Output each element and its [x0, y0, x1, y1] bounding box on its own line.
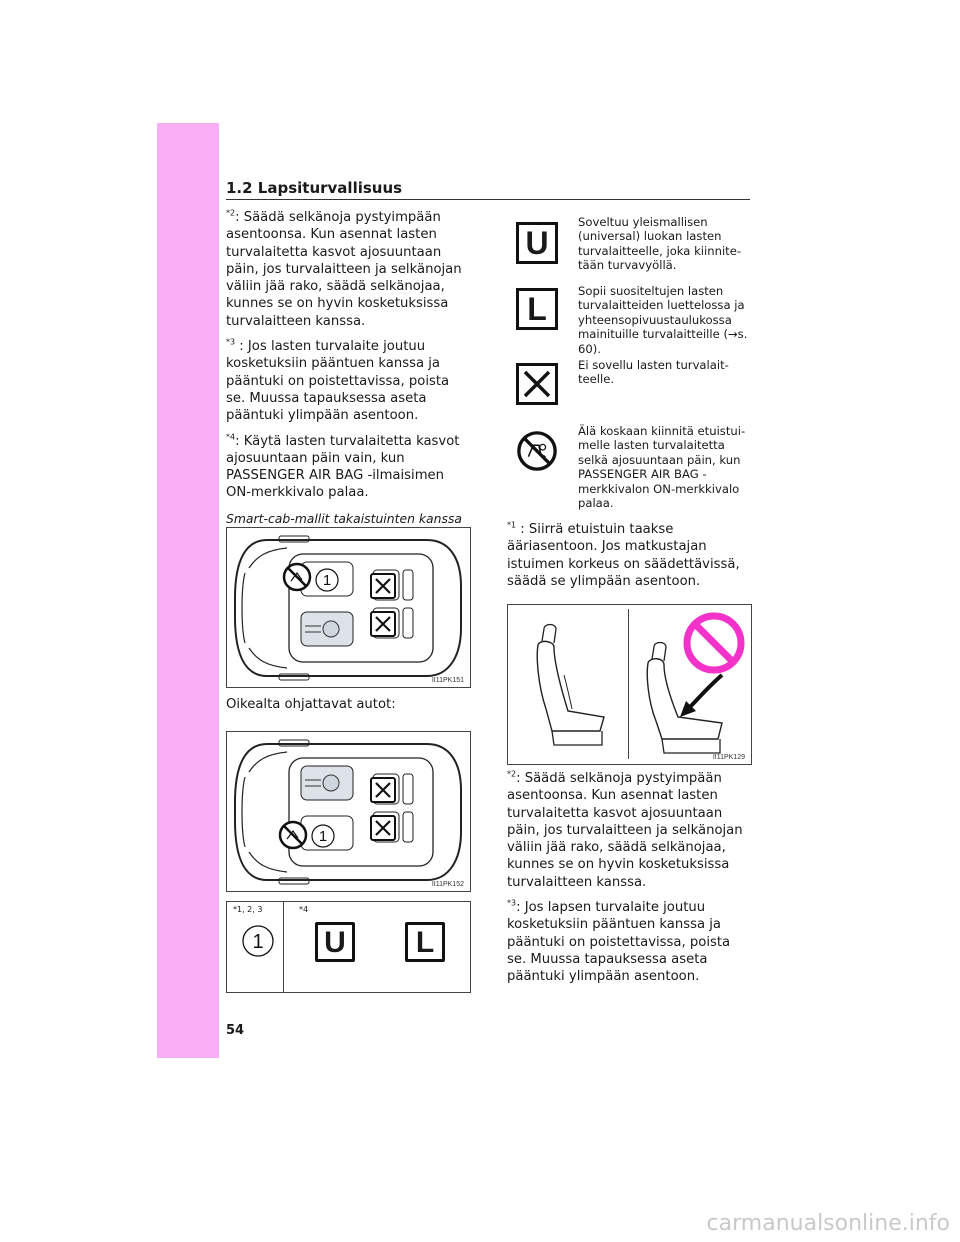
- legend-l-icon: L: [405, 922, 445, 962]
- rhd-label: Oikealta ohjattavat autot:: [226, 697, 396, 712]
- legend-circle-label: 1: [252, 931, 264, 953]
- seat-circle-label: 1: [318, 828, 328, 845]
- note-3: [226, 338, 472, 424]
- note-mark: *2: [226, 208, 236, 218]
- note-2: [507, 770, 753, 891]
- figure-divider: [628, 609, 629, 759]
- car-topview-illustration: [227, 528, 470, 687]
- note-3: [507, 899, 753, 985]
- not-suitable-x-icon: [516, 363, 558, 405]
- symbol-row-not-suitable: [516, 358, 756, 408]
- legend-right-header: *4: [299, 905, 309, 914]
- note-text: : Säädä selkänoja pystyimpään asentoonsa. Kun asennat lasten turvalaitetta kasvot ajosuuntaan päin, jos turvalaitteen ja selkänojan väliin jää rako, säädä selkänojaa, kunnes se on hyvin kosketuksissa turvalaitteen kanssa.: [226, 210, 462, 329]
- no-rear-facing-icon: [516, 430, 558, 472]
- circle-1-icon: [241, 924, 275, 958]
- symbol-row-list: [516, 284, 756, 356]
- page-number: 54: [226, 1023, 245, 1038]
- legend-u-icon: U: [315, 922, 355, 962]
- note-mark: *3: [226, 337, 236, 347]
- left-column: [226, 209, 472, 560]
- legend-divider: [283, 902, 284, 992]
- chapter-tab: [157, 123, 219, 1058]
- note-text: : Säädä selkänoja pystyimpään asentoonsa. Kun asennat lasten turvalaitetta kasvot ajosuuntaan päin, jos turvalaitteen ja selkänojan väliin jää rako, säädä selkänojaa, kunnes se on hyvin kosketuksissa turvalaitteen kanssa.: [507, 771, 743, 890]
- symbol-text: Soveltuu yleismallisen (universal) luokan lasten turvalaitteelle, joka kiinnite-tään turvavyöllä.: [578, 215, 742, 273]
- note-mark: *2: [507, 769, 517, 779]
- list-l-icon: L: [516, 288, 558, 330]
- symbol-row-universal: [516, 215, 756, 275]
- figure-rhd-car: [226, 731, 471, 892]
- right-notes-block: [507, 770, 753, 994]
- section-title: 1.2 Lapsiturvallisuus: [226, 179, 403, 197]
- note-text: : Jos lapsen turvalaite joutuu kosketuksiin pääntuen kanssa ja pääntuki on poistettavissa, poista se. Muussa tapauksessa aseta pääntuki ylimpään asentoon.: [507, 900, 731, 985]
- rhd-label-block: [226, 696, 472, 721]
- note-text: : Jos lasten turvalaite joutuu kosketuksiin pääntuen kanssa ja pääntuki on poistettavissa, poista se. Muussa tapauksessa aseta pääntuki ylimpään asentoon.: [226, 339, 450, 424]
- universal-u-icon: U: [516, 222, 558, 264]
- figure-code: II11PK129: [712, 754, 745, 761]
- right-note-1-block: [507, 521, 753, 598]
- subheading: Smart-cab-mallit takaistuinten kanssa: [226, 510, 463, 526]
- legend-box: [226, 901, 471, 993]
- seat-circle-label: 1: [322, 572, 332, 589]
- legend-left-header: *1, 2, 3: [233, 905, 263, 914]
- note-4: [226, 433, 472, 502]
- symbol-text: Sopii suositeltujen lasten turvalaitteiden luettelossa ja yhteensopivuustaulukossa mainituille turvalaitteille (→s. 60).: [578, 284, 748, 356]
- section-rule: [226, 199, 750, 200]
- symbol-text: Ei sovellu lasten turvalait-teelle.: [578, 358, 729, 387]
- figure-code: II11PK151: [431, 677, 464, 684]
- note-mark: *3: [507, 898, 517, 908]
- note-2: [226, 209, 472, 330]
- car-topview-illustration: [227, 732, 470, 891]
- symbol-row-no-rear-facing: [516, 424, 756, 514]
- figure-seat-position: [507, 604, 752, 765]
- seat-illustration: [508, 605, 751, 764]
- note-text: : Siirrä etuistuin taakse ääriasentoon. Jos matkustajan istuimen korkeus on säädettävissä, säädä se ylimpään asentoon.: [507, 522, 740, 589]
- figure-lhd-car: [226, 527, 471, 688]
- note-1: [507, 521, 753, 590]
- symbol-text: Älä koskaan kiinnitä etuistui-melle lasten turvalaitetta selkä ajosuuntaan päin, kun PASSENGER AIR BAG -merkkivalon ON-merkkivalo palaa.: [578, 424, 746, 511]
- note-text: : Käytä lasten turvalaitetta kasvot ajosuuntaan päin vain, kun PASSENGER AIR BAG -ilmaisimen ON-merkkivalo palaa.: [226, 433, 460, 501]
- watermark: carmanualsonline.info: [706, 1211, 950, 1236]
- figure-code: II11PK152: [431, 881, 464, 888]
- note-mark: *1: [507, 520, 517, 530]
- note-mark: *4: [226, 432, 236, 442]
